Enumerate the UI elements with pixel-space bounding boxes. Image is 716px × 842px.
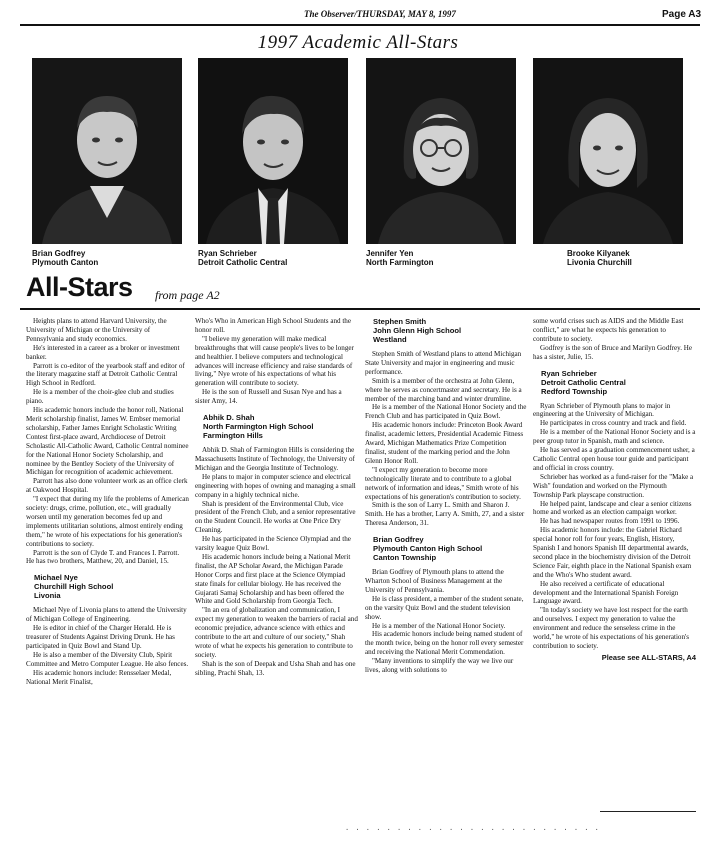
subhead-school: John Glenn High School: [373, 326, 462, 335]
article-paragraph: He's interested in a career as a broker or investment banker.: [26, 343, 180, 361]
photo-caption-2: [198, 249, 287, 267]
article-paragraph: He helped paint, landscape and clear a senior citizens home and worked as an election campaign worker.: [533, 499, 692, 517]
article-paragraph: Parrott is the son of Clyde T. and Frances I. Parrott. He has two brothers, Matthew, 20, and Daniel, 15.: [26, 548, 180, 566]
article-paragraph: His academic honors include being named student of the month twice, being on the honor roll every semester and receiving the National Merit Commendation.: [365, 630, 524, 657]
article-paragraph: Parrott is co-editor of the yearbook staff and editor of the literary magazine staff at Detroit Catholic Central High School in Redford.: [26, 361, 185, 388]
article-paragraph: His academic honors include the honor roll, National Merit scholarship finalist, James W. Embser memorial scholarship, Father James Enright Scholastic Writing Contest first-place award, Archdiocese of Detroit Scholastic All-Catholic Award, Catholic Central nominee for the National Honor Society Scholarship, and nominee by the Bentley Society of the University of Michigan for recognition of academic achievement.: [26, 406, 189, 477]
continuation-line: Please see ALL-STARS, A4: [601, 652, 696, 662]
article-paragraph: He has had newspaper routes from 1991 to 1996.: [540, 517, 680, 526]
caption-school: Plymouth Canton: [32, 258, 99, 267]
subhead-city: Canton Township: [373, 553, 437, 563]
article-paragraph: He has served as a graduation commencement usher, a Catholic Central open house tour guide and participant and official in cross country.: [533, 446, 695, 472]
article-paragraph: He is the son of Russell and Susan Nye and has a sister Amy, 14.: [195, 388, 342, 406]
subhead-city: Redford Township: [541, 386, 608, 396]
article-paragraph: "In an era of globalization and communication, I expect my generation to weaken the barriers of racial and economic prejudice, advance science with ethics and contribute to the art and culture of our society," Shah wrote of what he expects his generation to contribute to society.: [195, 606, 358, 659]
article-paragraph: He is class president, a member of the student senate, on the varsity Quiz Bowl and the student television show.: [365, 594, 524, 621]
article-paragraph: "Many inventions to simplify the way we live our lives, along with solutions to: [365, 657, 514, 675]
article-paragraph: Schrieber has worked as a fund-raiser for the "Make a Wish" foundation and worked on the Plymouth Township Park playscape construction.: [533, 472, 694, 499]
subhead-school: Plymouth Canton High School: [373, 544, 483, 554]
subhead-school: Churchill High School: [34, 582, 114, 592]
jump-line: from page A2: [155, 288, 220, 302]
caption-name: Jennifer Yen: [366, 249, 414, 258]
article-paragraph: Abhik D. Shah of Farmington Hills is considering the Massachusetts Institute of Technology, the University of Michigan and the Georgia Institute of Technology.: [195, 446, 355, 472]
portrait-photo-4: [533, 58, 683, 244]
student-subhead: [541, 369, 696, 396]
photo-caption-4: [567, 249, 632, 267]
article-paragraph: "I expect my generation to become more technologically literate and to contribute to a global network of information and ideas," Smith wrote of his expectations of his generation's contribution to society.: [365, 465, 521, 501]
scan-artifact: . . . . . . . . . . . . . . . . . . . . . . . . .: [345, 825, 600, 833]
photo-caption-3: [366, 249, 434, 267]
article-paragraph: He is a member of the choir-glee club and studies piano.: [26, 388, 174, 406]
portrait-photo-2: [198, 58, 348, 244]
caption-school: Detroit Catholic Central: [198, 258, 288, 267]
top-rule: [20, 24, 700, 26]
caption-name: Ryan Schrieber: [198, 249, 257, 258]
portrait-photo-1: [32, 58, 182, 244]
article-paragraph: He is a member of the National Honor Society and is a peer group tutor in Spanish, math and science.: [533, 428, 696, 446]
student-subhead: [373, 535, 528, 562]
article-column-2: [195, 317, 358, 678]
subhead-school: Detroit Catholic Central: [541, 377, 626, 387]
article-paragraph: Stephen Smith of Westland plans to attend Michigan State University and major in engineering and music performance.: [365, 350, 522, 376]
caption-school: North Farmington: [366, 258, 434, 267]
photo-caption-1: [32, 249, 98, 267]
article-paragraph: "In today's society we have lost respect for the earth and ourselves. I expect my generation to value the environment and reduce the senseless crime in the world," he wrote of his expectations of his generation's contribution to society.: [533, 606, 690, 650]
article-paragraph: Shah is the son of Deepak and Usha Shah and has one sibling, Prachi Shah, 13.: [195, 659, 356, 677]
section-header-title: All-Stars: [26, 272, 133, 302]
article-paragraph: Smith is a member of the orchestra at John Glenn, where he serves as concertmaster and secretary. He is a member of the marching band and winter drumline.: [365, 376, 522, 403]
article-column-1: [26, 317, 189, 687]
article-column-3: [365, 317, 528, 675]
article-paragraph: His academic honors include: the Gabriel Richard special honor roll for four years, English, History, Spanish I and honors Spanish III departmental awards, second place in the biochemistry division of the Detroit Science Fair, eighth place in the National Spanish exam and the Who's Who student award.: [533, 526, 692, 579]
article-paragraph: He participates in cross country and track and field.: [540, 419, 687, 428]
article-paragraph: Godfrey is the son of Bruce and Marilyn Godfrey. He has a sister, Julie, 15.: [533, 343, 693, 361]
article-paragraph: "I believe my generation will make medical breakthroughs that will cause people's lives to be longer and healthier. I believe computers and technological advances will increase efficiency and raise standards of living," Nye wrote of his expectations of what his generation will contribute to society.: [195, 334, 354, 388]
subhead-student-name: Ryan Schrieber: [541, 368, 597, 378]
subhead-student-name: Brian Godfrey: [373, 535, 424, 545]
article-paragraph: He plans to major in computer science and electrical engineering with hopes of owning and managing a small company in a highly technical niche.: [195, 472, 356, 499]
article-paragraph: He has participated in the Science Olympiad and the varsity league Quiz Bowl.: [195, 535, 351, 553]
bottom-rule: [600, 811, 696, 812]
student-subhead: [34, 573, 189, 600]
page-number: Page A3: [662, 9, 702, 20]
article-paragraph: some world crises such as AIDS and the Middle East conflict," are what he expects his generation to contribute to society.: [533, 317, 684, 343]
caption-school: Livonia Churchill: [567, 258, 632, 267]
article-paragraph: Michael Nye of Livonia plans to attend the University of Michigan College of Engineering.: [26, 606, 187, 624]
article-paragraph: Heights plans to attend Harvard University, the University of Michigan or the University of Pennsylvania and study economics.: [26, 317, 167, 343]
article-paragraph: His academic honors include: Princeton Book Award finalist, academic letters, Presidential Academic Fitness Award, Michigan Mathematics Prize Competition finalist, student of the marking period and the John Glenn Honor Roll.: [365, 421, 524, 465]
subhead-city: Livonia: [34, 591, 61, 601]
article-paragraph: He is editor in chief of the Charger Herald. He is treasurer of Students Against Driving Drunk. He has participated in Quiz Bowl and Stand Up.: [26, 624, 175, 650]
article-paragraph: Who's Who in American High School Students and the honor roll.: [195, 317, 352, 334]
portrait-photo-3: [366, 58, 516, 244]
subhead-student-name: Stephen Smith: [373, 317, 427, 326]
section-banner: 1997 Academic All-Stars: [257, 32, 459, 53]
student-subhead: [203, 413, 358, 440]
article-paragraph: His academic honors include being a National Merit finalist, the AP Scholar Award, the Michigan Parade Honor Corps and first place at the Science Olympiad state finals for cellular biology. He has received the Gujarati Samaj Scholarship and has been offered the White and Gold Scholarship from Georgia Tech.: [195, 552, 351, 606]
student-subhead: [373, 317, 528, 344]
article-column-4: [533, 317, 696, 663]
caption-name: Brooke Kilyanek: [567, 249, 630, 258]
article-paragraph: Smith is the son of Larry L. Smith and Sharon J. Smith. He has a brother, Larry A. Smith, 27, and a sister Theresa Anderson, 31.: [365, 501, 525, 528]
caption-name: Brian Godfrey: [32, 249, 86, 258]
article-paragraph: Shah is president of the Environmental Club, vice president of the French Club, and a senior representative on the Student Council. He works at One Price Dry Cleaning.: [195, 499, 356, 535]
article-paragraph: He is a member of the National Honor Society.: [372, 621, 506, 630]
subhead-school: North Farmington High School: [203, 422, 314, 432]
article-paragraph: Brian Godfrey of Plymouth plans to attend the Wharton School of Business Management at the University of Pennsylvania.: [365, 568, 504, 594]
article-paragraph: Ryan Schrieber of Plymouth plans to major in engineering at the University of Michigan.: [533, 401, 671, 419]
subhead-student-name: Michael Nye: [34, 573, 78, 583]
article-paragraph: His academic honors include: Rensselaer Medal, National Merit Finalist,: [26, 668, 172, 686]
article-paragraph: He is a member of the National Honor Society and the French Club and has participated in Quiz Bowl.: [365, 403, 527, 421]
article-paragraph: "I expect that during my life the problems of American society: drugs, crime, pollution, etc., will gradually worsen until my generation becomes fed up and implements utilitarian solutions, almost entirely ending them," he wrote of his expectations for his generation's contributions to society.: [26, 495, 189, 548]
subhead-city: Farmington Hills: [203, 431, 263, 441]
publication-line: The Observer/THURSDAY, MAY 8, 1997: [304, 9, 456, 19]
article-paragraph: Parrott has also done volunteer work as an office clerk at Oakwood Hospital.: [26, 477, 188, 495]
subhead-student-name: Abhik D. Shah: [203, 413, 255, 423]
article-paragraph: He is also a member of the Diversity Club, Spirit Committee and Metro Computer League. He also fences.: [26, 650, 189, 668]
subhead-city: Westland: [373, 335, 407, 344]
article-paragraph: He also received a certificate of educational development and the International Spanish Foreign Language award.: [533, 579, 679, 606]
header-rule: [20, 308, 700, 310]
